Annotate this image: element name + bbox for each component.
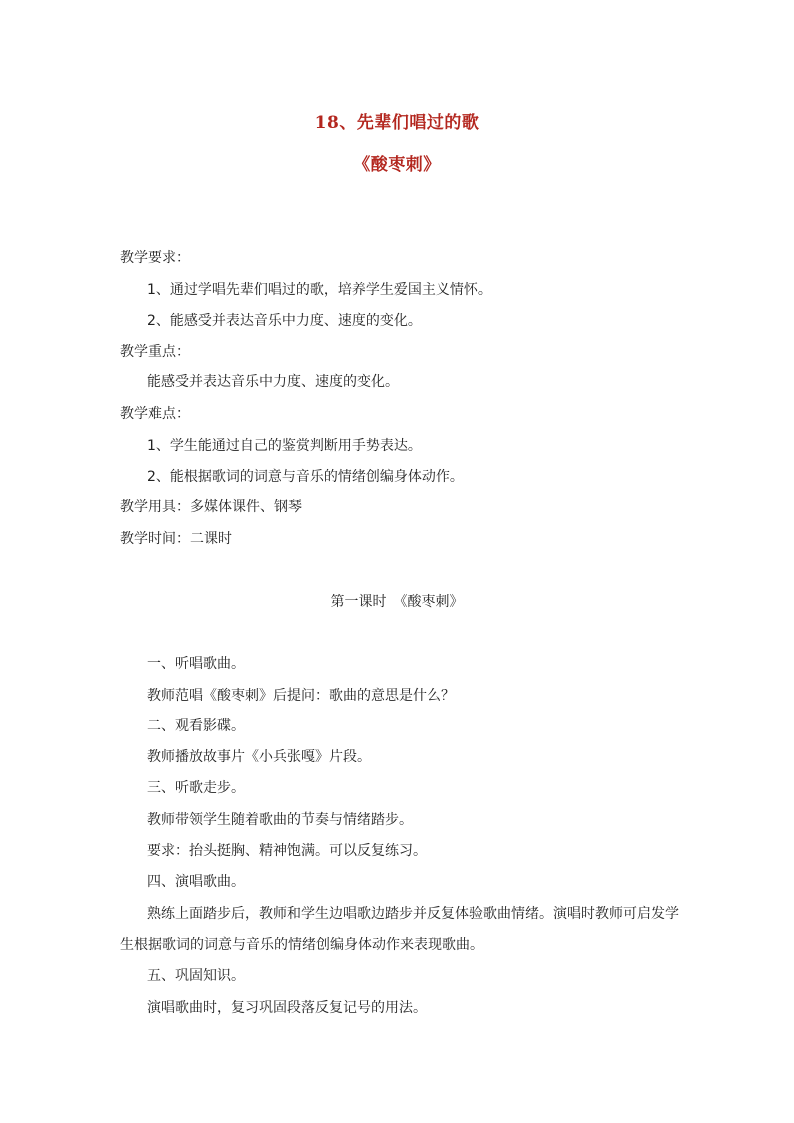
step-1-text: 教师范唱《酸枣刺》后提问：歌曲的意思是什么？ bbox=[147, 688, 455, 704]
key-point-item-1: 能感受并表达音乐中力度、速度的变化。 bbox=[147, 374, 399, 390]
document-subtitle: 《酸枣刺》 bbox=[353, 155, 441, 175]
step-4-text-line-1: 熟练上面踏步后，教师和学生边唱歌边踏步并反复体验歌曲情绪。演唱时教师可启发学 bbox=[147, 906, 679, 922]
step-2-text: 教师播放故事片《小兵张嘎》片段。 bbox=[147, 749, 371, 765]
key-points-label: 教学重点： bbox=[120, 344, 190, 360]
step-5-text: 演唱歌曲时，复习巩固段落反复记号的用法。 bbox=[147, 1000, 427, 1016]
requirements-label: 教学要求： bbox=[120, 250, 190, 266]
difficulties-label: 教学难点： bbox=[120, 406, 190, 422]
teaching-time: 教学时间：二课时 bbox=[120, 531, 232, 547]
step-3-text: 教师带领学生随着歌曲的节奏与情绪踏步。 bbox=[147, 812, 413, 828]
document-title: 18、先辈们唱过的歌 bbox=[314, 113, 480, 133]
lesson-heading: 第一课时 《酸枣刺》 bbox=[330, 594, 464, 610]
teaching-tools: 教学用具：多媒体课件、钢琴 bbox=[120, 499, 302, 515]
difficulty-item-2: 2、能根据歌词的词意与音乐的情绪创编身体动作。 bbox=[147, 469, 464, 485]
step-3-title: 三、听歌走步。 bbox=[147, 780, 245, 796]
step-2-title: 二、观看影碟。 bbox=[147, 718, 245, 734]
step-4-title: 四、演唱歌曲。 bbox=[147, 874, 245, 890]
step-4-text-line-2: 生根据歌词的词意与音乐的情绪创编身体动作来表现歌曲。 bbox=[120, 937, 484, 953]
requirement-item-2: 2、能感受并表达音乐中力度、速度的变化。 bbox=[147, 313, 422, 329]
step-3-requirement: 要求：抬头挺胸、精神饱满。可以反复练习。 bbox=[147, 843, 427, 859]
step-5-title: 五、巩固知识。 bbox=[147, 968, 245, 984]
step-1-title: 一、听唱歌曲。 bbox=[147, 656, 245, 672]
requirement-item-1: 1、通过学唱先辈们唱过的歌，培养学生爱国主义情怀。 bbox=[147, 282, 492, 298]
difficulty-item-1: 1、学生能通过自己的鉴赏判断用手势表达。 bbox=[147, 438, 422, 454]
